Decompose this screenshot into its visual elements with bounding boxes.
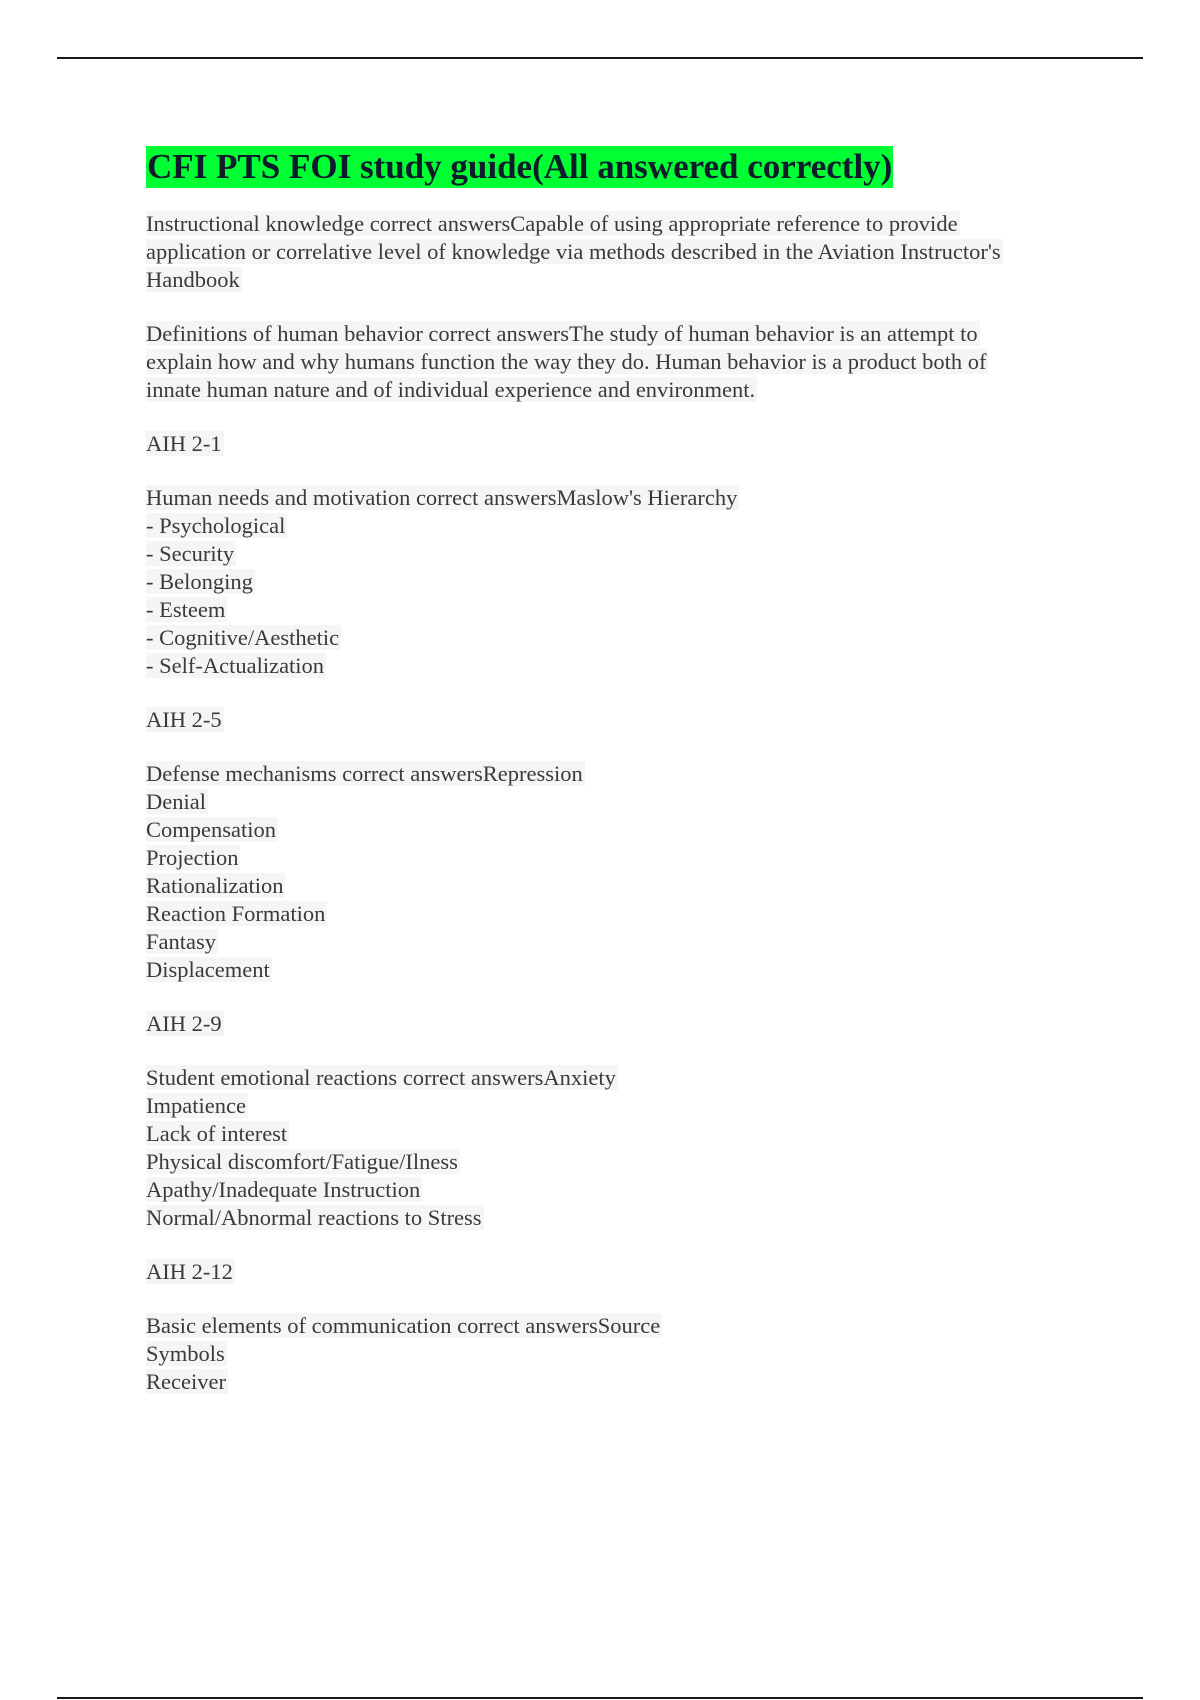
text-line-content: Instructional knowledge correct answersCapable of using appropriate reference to provide [146, 211, 958, 236]
text-line [146, 816, 1096, 844]
text-line-content: AIH 2-12 [146, 1259, 233, 1284]
text-line [146, 484, 1096, 512]
text-line [146, 706, 1096, 734]
paragraph [146, 484, 1096, 680]
text-line [146, 430, 1096, 458]
text-line [146, 624, 1096, 652]
text-line [146, 540, 1096, 568]
text-line-content: AIH 2-5 [146, 707, 222, 732]
text-line [146, 788, 1096, 816]
text-line-content: - Belonging [146, 569, 253, 594]
text-line-content: Apathy/Inadequate Instruction [146, 1177, 421, 1202]
text-line [146, 956, 1096, 984]
paragraph [146, 1258, 1096, 1286]
paragraph [146, 1010, 1096, 1038]
text-line [146, 1010, 1096, 1038]
text-line [146, 210, 1096, 238]
paragraph [146, 210, 1096, 294]
text-line [146, 320, 1096, 348]
text-line [146, 1340, 1096, 1368]
paragraph [146, 706, 1096, 734]
text-line [146, 596, 1096, 624]
document-title: CFI PTS FOI study guide(All answered correctly) [147, 147, 893, 186]
text-line [146, 1368, 1096, 1396]
text-line-content: Human needs and motivation correct answersMaslow's Hierarchy [146, 485, 738, 510]
text-line-content: Student emotional reactions correct answersAnxiety [146, 1065, 616, 1090]
text-line [146, 652, 1096, 680]
text-line-content: innate human nature and of individual experience and environment. [146, 377, 756, 402]
header-rule [57, 57, 1143, 59]
text-line [146, 844, 1096, 872]
text-line-content: Physical discomfort/Fatigue/Ilness [146, 1149, 458, 1174]
text-line [146, 872, 1096, 900]
text-line [146, 760, 1096, 788]
text-line-content: - Security [146, 541, 235, 566]
text-line-content: Fantasy [146, 929, 216, 954]
text-line-content: Symbols [146, 1341, 225, 1366]
document-blocks [146, 210, 1096, 1396]
text-line-content: Basic elements of communication correct answersSource [146, 1313, 661, 1338]
document-body [146, 146, 1096, 1422]
text-line-content: Receiver [146, 1369, 226, 1394]
text-line-content: - Self-Actualization [146, 653, 325, 678]
text-line-content: AIH 2-1 [146, 431, 222, 456]
text-line-content: Defense mechanisms correct answersRepression [146, 761, 583, 786]
text-line-content: Denial [146, 789, 206, 814]
footer-rule [57, 1697, 1143, 1699]
text-line-content: AIH 2-9 [146, 1011, 222, 1036]
text-line [146, 238, 1096, 266]
text-line [146, 1064, 1096, 1092]
text-line [146, 1176, 1096, 1204]
text-line [146, 266, 1096, 294]
text-line [146, 348, 1096, 376]
text-line-content: Impatience [146, 1093, 246, 1118]
text-line [146, 568, 1096, 596]
text-line-content: Compensation [146, 817, 276, 842]
text-line-content: Projection [146, 845, 239, 870]
text-line-content: Definitions of human behavior correct answersThe study of human behavior is an attempt to [146, 321, 978, 346]
paragraph [146, 760, 1096, 984]
text-line [146, 928, 1096, 956]
text-line-content: - Esteem [146, 597, 226, 622]
paragraph [146, 1312, 1096, 1396]
text-line-content: Rationalization [146, 873, 284, 898]
text-line [146, 512, 1096, 540]
text-line [146, 1092, 1096, 1120]
text-line-content: application or correlative level of knowledge via methods described in the Aviation Instructor's [146, 239, 1001, 264]
text-line-content: Normal/Abnormal reactions to Stress [146, 1205, 482, 1230]
paragraph [146, 1064, 1096, 1232]
text-line [146, 1312, 1096, 1340]
text-line-content: Handbook [146, 267, 240, 292]
text-line [146, 376, 1096, 404]
text-line-content: Lack of interest [146, 1121, 288, 1146]
text-line [146, 900, 1096, 928]
text-line [146, 1120, 1096, 1148]
text-line-content: Reaction Formation [146, 901, 326, 926]
text-line-content: Displacement [146, 957, 270, 982]
text-line-content: - Cognitive/Aesthetic [146, 625, 340, 650]
text-line [146, 1204, 1096, 1232]
text-line [146, 1148, 1096, 1176]
text-line-content: - Psychological [146, 513, 286, 538]
text-line-content: explain how and why humans function the way they do. Human behavior is a product both of [146, 349, 987, 374]
paragraph [146, 430, 1096, 458]
text-line [146, 1258, 1096, 1286]
paragraph [146, 320, 1096, 404]
